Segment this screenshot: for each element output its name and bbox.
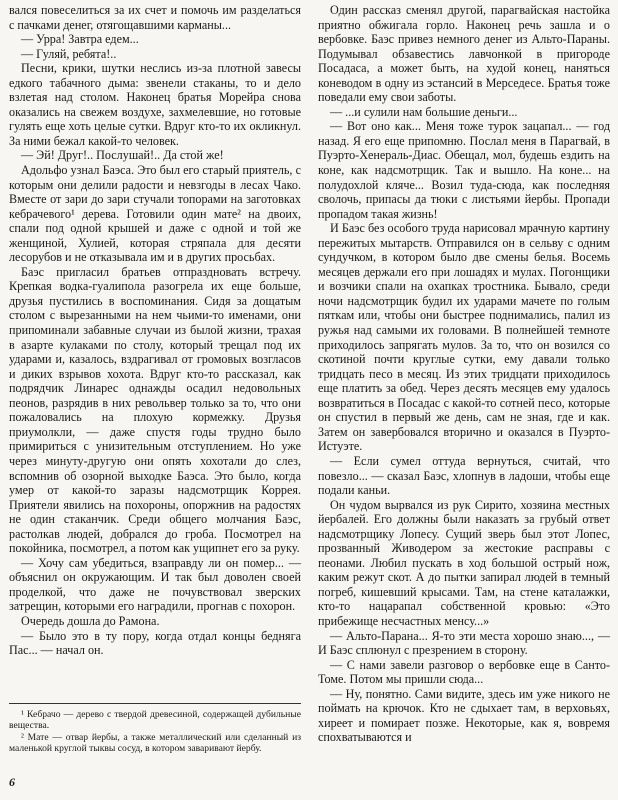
paragraph: Адольфо узнал Баэса. Это был его старый приятель, с которым они делили радости и невзгоды в лесах Чако. Вместе от зари до зари стучали топорами на заготовках кебрачевого¹ дерева. Готовили один мате² на двоих, спали под одной крышей и даже с одной и той же женщиной, Хулией, которая стряпала для десяти лесорубов и не отказывала им и в других просьбах. [9,163,301,265]
paragraph: Один рассказ сменял другой, парагвайская настойка приятно обжигала горло. Наконец речь зашла и о вербовке. Баэс привез немного денег из Альто-Параны. Подумывал обзавестись лавчонкой в пригороде Посадаса, а может быть, на худой конец, наняться коневодом в одну из эстансий в Мерседесе. Братья тоже поведали ему свои заботы. [318,3,610,105]
paragraph: вался повеселиться за их счет и помочь им разделаться с пачками денег, отягощавшими карманы... [9,3,301,32]
paragraph: — Если сумел оттуда вернуться, считай, что повезло... — сказал Баэс, хлопнув в ладоши, чтобы еще подали каньи. [318,453,610,498]
left-column [9,3,301,658]
footnotes [9,703,301,755]
paragraph: — Альто-Парана... Я-то эти места хорошо знаю..., — И Баэс сплюнул с презрением в сторону. [318,628,610,658]
paragraph: — Гуляй, ребята!.. [21,46,117,61]
footnote-1: ¹ Кебрачо — дерево с твердой древесиной, содержащей дубильные вещества. [9,709,301,732]
paragraph: Он чудом вырвался из рук Сирито, хозяина местных йербалей. Его должны были наказать за грубый ответ надсмотрщику Лопесу. Сущий зверь был этот Лопес, прозванный Живодером за жестокие расправы с пеонами. Любил пускать в ход большой острый нож, каким режут скот. А до пытки запирал людей в темный погреб, кишевший крысами. Там, на стене каталажки, кто-то нацарапал собственной кровью: «Это прибежище несчастных менсу...» [318,497,610,628]
paragraph: — Урра! Завтра едем... [21,32,139,47]
footnote-2: ² Мате — отвар йербы, а также металлический или сделанный из маленькой круглой тыквы сосуд, в котором заваривают йербу. [9,731,301,755]
paragraph: — Было это в ту пору, когда отдал концы бедняга Пас... — начал он. [9,628,301,658]
paragraph: Очередь дошла до Рамона. [21,613,160,628]
paragraph: — С нами завели разговор о вербовке еще в Санто-Томе. Потом мы пришли сюда... [318,657,610,687]
paragraph: Баэс пригласил братьев отпраздновать встречу. Крепкая водка-гуалипола разогрела их еще больше, друзья пустились в воспоминания. Сидя за дощатым столом с вырезанными на нем чьими-то именами, они припоминали забавные случаи из былой жизни, трахая в азарте кулаками по столу, который трещал под их ударами и, казалось, вздрагивал от громовых возгласов и диких взрывов хохота. Вдруг кто-то рассказал, как подрядчик Линарес однажды осадил недовольных пеонов, разрядив в них револьвер только за то, что они пожаловались на плохую кормежку. Друзья приумолкли, — даже спустя годы трудно было примириться с унизительным отступлением. Но уже через минуту-другую они опять хохотали до слез, вспомнив об озорной выходке Баэса. Это было, когда умер от какой-то заразы надсмотрщик Коррея. Приятели явились на похороны, опоржнив на радостях не один стаканчик. Среди общего молчания Баэс, растолкав людей, добрался до гроба. Посмотрел на покойника, посмотрел, а потом как ущипнет его за руку. [9,264,301,556]
page-number: 6 [9,775,15,789]
paragraph: — Ну, понятно. Сами видите, здесь им уже никого не поймать на крючок. Кто не сдыхает там, в верховьях, хиреет и помирает позже. Некоторые, как я, вовремя спохватываются и [318,686,610,745]
paragraph: И Баэс без особого труда нарисовал мрачную картину пережитых мытарств. Отправился он в сельву с одним сундучком, в котором было две смены белья. Восемь месяцев держали его при лошадях и мулах. Погонщики и возчики спали на охапках тростника. Бывало, среди ночи надсмотрщик будил их ударами мачете по голым пяткам или, чтобы они быстрее поднимались, палил из ружья над самыми их головами. В полнейшей темноте приходилось запрягать мулов. За то, что он возился со скотиной почти круглые сутки, ему давали только тридцать песо в месяц. Из этих тридцати приходилось еще платить за обед. Через десять месяцев ему удалось возвратиться в Посадас с какой-то сотней песо, которые он спустил в первый же день, сам не зная, где и как. Затем он завербовался вторично и оказался в Пуэрто-Истуэте. [318,221,610,454]
paragraph: — ...и сулили нам большие деньги... [330,104,518,119]
paragraph: Песни, крики, шутки неслись из-за плотной завесы едкого табачного дыма: звенели стаканы, то и дело взлетая над столом. Наконец братья Морейра снова оказались на свежем воздухе, захмелевшие, но готовые гулять еще хоть целые сутки. Вдруг кто-то их окликнул. За ними бежал какой-то человек. [9,61,301,148]
paragraph: — Вот оно как... Меня тоже турок зацапал... — год назад. Я его еще припомню. Послал меня в Парагвай, в Пуэрто-Хенераль-Диас. Обещал, мол, будешь ездить на коне, как надсмотрщик. Так и вышло. На коне... на полудохлой кляче... Возил туда-сюда, как последняя сволочь, припасы да тюки с листьями йербы. Пропади пропадом такая жизнь! [318,119,610,221]
paragraph: — Эй! Друг!.. Послушай!.. Да стой же! [21,148,224,163]
right-column [318,3,610,745]
paragraph: — Хочу сам убедиться, взаправду ли он помер... — объяснил он окружающим. И так был доволен своей проделкой, что даже не почувствовал зверских затрещин, которыми его наградили, прогнав с похорон. [9,555,301,614]
